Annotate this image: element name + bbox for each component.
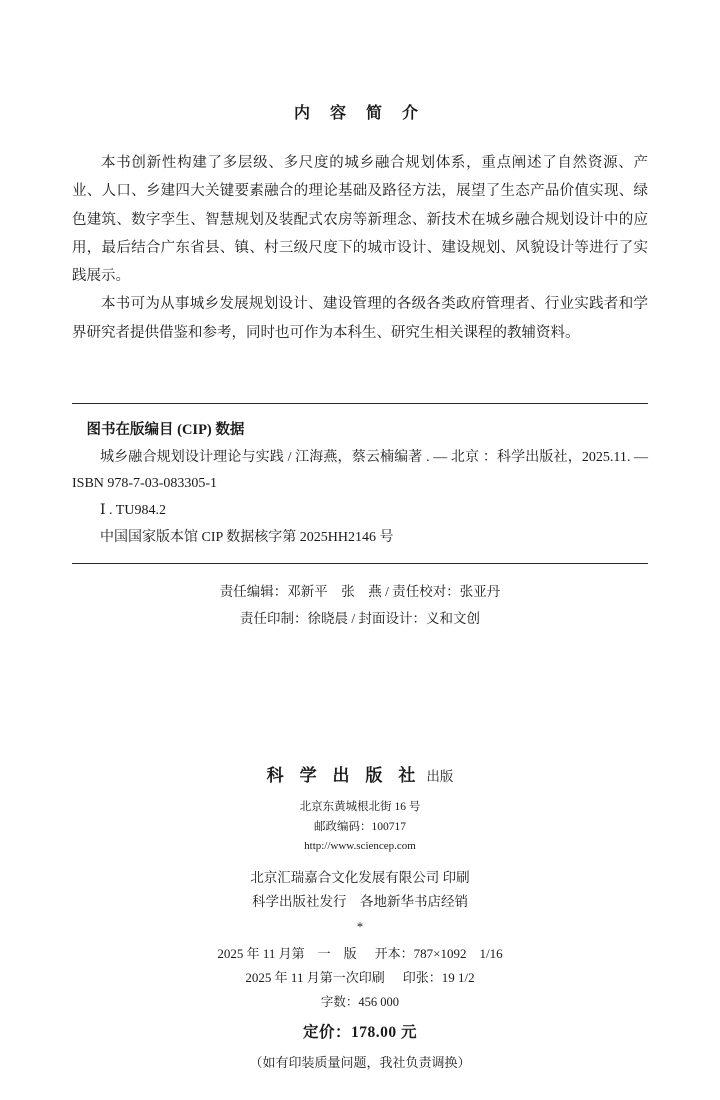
quality-note: （如有印装质量问题，我社负责调换） <box>249 1054 471 1070</box>
cip-line-3: 中国国家版本馆 CIP 数据核字第 2025HH2146 号 <box>100 529 394 545</box>
abstract-section <box>72 100 648 347</box>
publisher-url[interactable]: http://www.sciencep.com <box>304 840 416 853</box>
cip-heading: 图书在版编目 (CIP) 数据 <box>86 421 245 438</box>
abstract-title: 内 容 简 介 <box>293 105 426 122</box>
spec-line-1 <box>72 942 648 966</box>
price: 定价：178.00 元 <box>302 1024 417 1042</box>
spec-line-2 <box>72 966 648 990</box>
print-sheets: 印张：19 1/2 <box>402 969 475 985</box>
abstract-paragraph-2: 本书可为从事城乡发展规划设计、建设管理的各级各类政府管理者、行业实践者和学界研究者提供借鉴和参考，同时也可作为本科生、研究生相关课程的教辅资料。 <box>72 296 648 341</box>
print-date: 2025 年 11 月第一次印刷 <box>245 969 385 985</box>
publisher-address: 北京东黄城根北街 16 号 <box>299 801 421 814</box>
publisher-name: 科 学 出 版 社 <box>266 766 421 787</box>
cip-section <box>72 403 648 632</box>
publisher-postcode: 邮政编码：100717 <box>314 820 406 833</box>
cip-bottom-rule <box>72 563 648 564</box>
printer-line: 北京汇瑞嘉合文化发展有限公司 印刷 <box>250 869 470 885</box>
credits-line-production: 责任印制：徐晓晨 / 封面设计：义和文创 <box>239 611 480 627</box>
publisher-row <box>72 762 648 790</box>
publisher-suffix: 出版 <box>426 769 454 785</box>
cip-line-1: 城乡融合规划设计理论与实践 / 江海燕，蔡云楠编著 . — 北京 ：科学出版社，2025.11. — ISBN 978-7-03-083305-1 <box>72 449 648 492</box>
colophon-section <box>72 762 648 1073</box>
credits-block <box>72 578 648 632</box>
cip-line-2: Ⅰ . TU984.2 <box>100 503 166 519</box>
book-format: 开本：787×1092 1/16 <box>374 945 503 961</box>
abstract-paragraph-1: 本书创新性构建了多层级、多尺度的城乡融合规划体系，重点阐述了自然资源、产业、人口、乡建四大关键要素融合的理论基础及路径方法，展望了生态产品价值实现、绿色建筑、数字孪生、智慧规划及装配式农房等新理念、新技术在城乡融合规划设计中的应用，最后结合广东省县、镇、村三级尺度下的城市设计、建设规划、风貌设计等进行了实践展示。 <box>72 155 648 285</box>
book-copyright-page <box>0 100 720 1100</box>
edition-date: 2025 年 11 月第 一 版 <box>217 945 357 961</box>
credits-line-editors: 责任编辑：邓新平 张 燕 / 责任校对：张亚丹 <box>219 584 501 600</box>
word-count: 字数：456 000 <box>320 994 400 1009</box>
separator-star: * <box>356 919 364 935</box>
cip-body <box>72 404 648 563</box>
distribution-line: 科学出版社发行 各地新华书店经销 <box>252 893 468 909</box>
